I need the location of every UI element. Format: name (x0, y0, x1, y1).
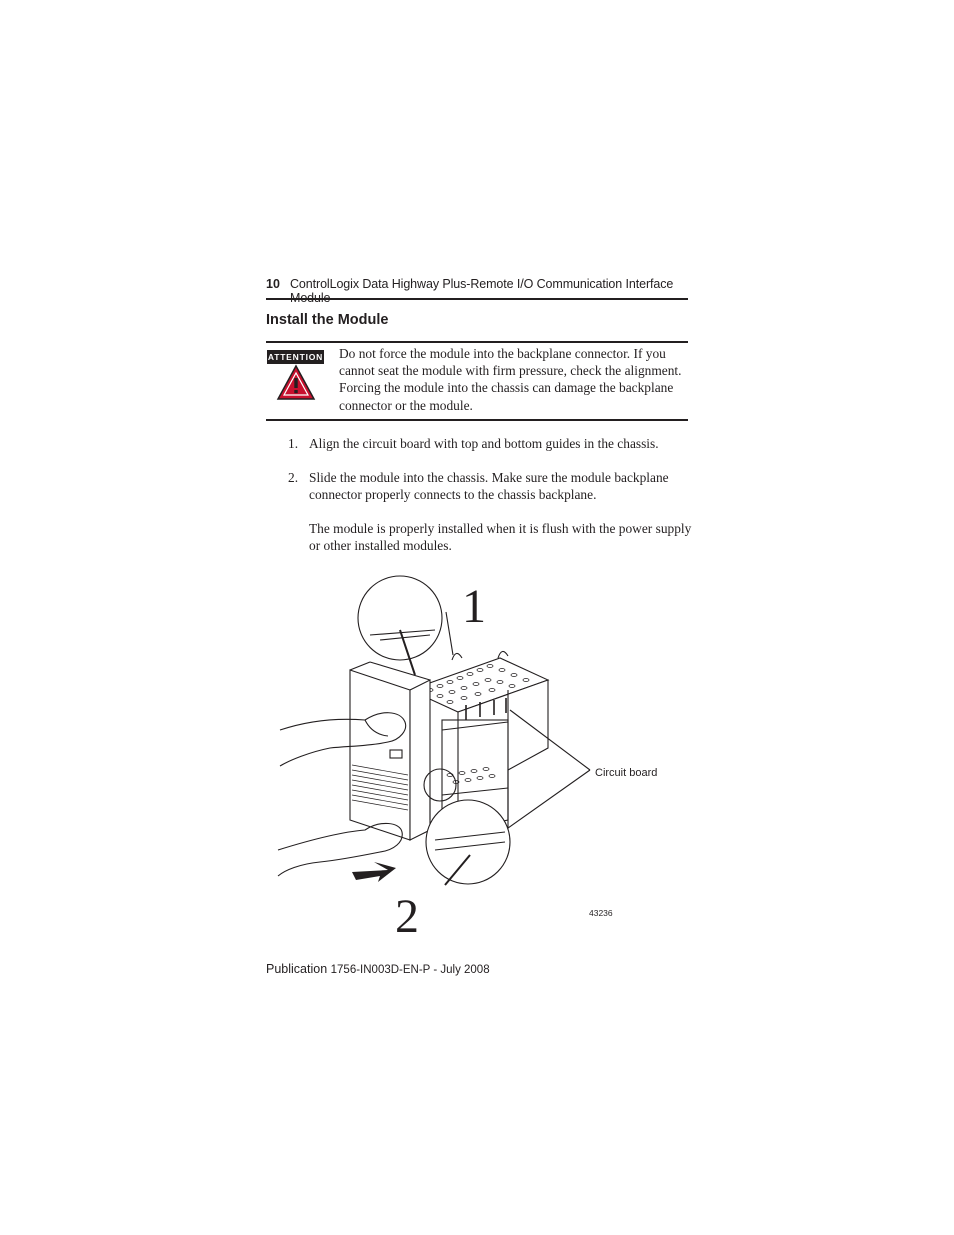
step-number: 2. (288, 470, 299, 485)
circuit-board-label: Circuit board (595, 767, 658, 779)
step-text: Slide the module into the chassis. Make sure the module backplane connector properly connects to the chassis backplane. (309, 470, 669, 503)
step-number: 1. (288, 436, 299, 451)
callout-2: 2 (395, 890, 419, 940)
page-number: 10 (266, 277, 280, 291)
step-text: Align the circuit board with top and bottom guides in the chassis. (309, 436, 659, 451)
module-installation-figure (270, 570, 670, 940)
attention-message: Do not force the module into the backplane connector. If you cannot seat the module with firm pressure, check the alignment. Forcing the module into the chassis can damage the backplane connector or the module. (339, 346, 682, 413)
publication-id: 1756-IN003D-EN-P - July 2008 (330, 964, 490, 976)
publication-label: Publication (266, 962, 328, 976)
page-header (266, 275, 686, 295)
attention-bottom-rule (266, 419, 688, 421)
callout-1: 1 (462, 580, 486, 633)
header-rule (266, 298, 688, 300)
publication-footer (266, 962, 490, 976)
attention-top-rule (266, 341, 688, 343)
figure-id: 43236 (589, 908, 613, 918)
warning-triangle-icon (276, 364, 316, 402)
section-title: Install the Module (266, 312, 389, 328)
detail-circle-top (358, 576, 442, 675)
module-illustration (350, 662, 430, 840)
attention-badge: ATTENTION (267, 352, 324, 362)
push-arrow-icon (352, 862, 396, 882)
document-title: ControlLogix Data Highway Plus-Remote I/O Communication Interface (290, 277, 674, 291)
step-note-text: The module is properly installed when it is flush with the power supply or other installed modules. (309, 521, 692, 554)
